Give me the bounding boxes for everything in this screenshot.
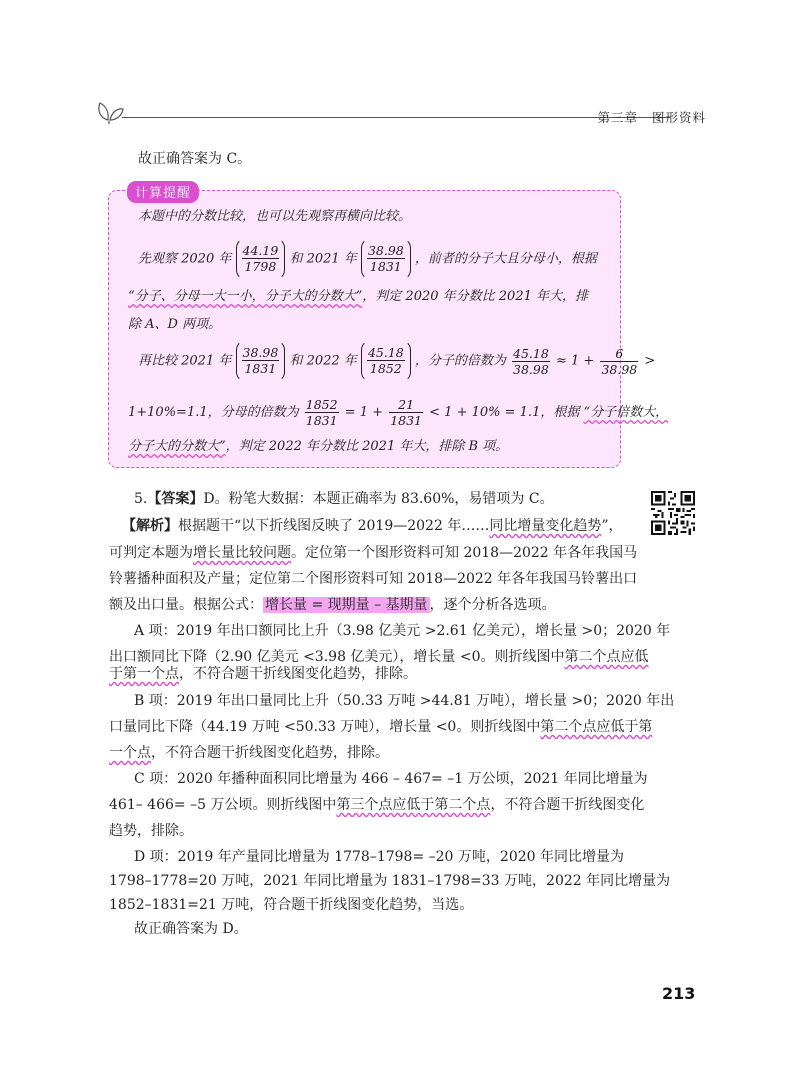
- calc-op: >: [644, 353, 656, 369]
- frac-num: 21: [389, 397, 423, 413]
- option-c-line-2: [109, 796, 644, 815]
- calc-line-7: [128, 437, 508, 456]
- underlined-text: 第二个点应低: [564, 649, 649, 665]
- underlined-text: 一个点: [109, 745, 151, 761]
- frac-den: 1831: [369, 259, 402, 274]
- frac-num: 6: [600, 346, 638, 362]
- analysis-line-4: [109, 596, 556, 615]
- calc-text: 1+10%=1.1，分母的倍数为: [128, 405, 299, 420]
- text: 出口额同比下降（2.90 亿美元 <3.98 亿美元），增长量 <0。则折线图中: [109, 649, 565, 665]
- conclusion-top: 故正确答案为 C。: [138, 151, 252, 167]
- calc-text: ，判定 2022 年分数比 2021 年大，排除 B 项。: [225, 439, 509, 454]
- frac-den: 1798: [244, 259, 277, 274]
- analysis-line-2: [109, 544, 637, 563]
- frac-num: 38.98: [367, 243, 404, 258]
- option-d-line-3: 1852–1831=21 万吨，符合题干折线图变化趋势，当选。: [109, 897, 474, 913]
- calc-op: = 1 +: [344, 405, 384, 420]
- calc-text: 先观察 2020 年: [138, 251, 232, 267]
- option-b-line-3: [109, 744, 389, 763]
- fraction-2021: [361, 238, 411, 280]
- calc-quote: “分子、分母一大一小，分子大的分数大”: [128, 289, 363, 304]
- chapter-title: 图形资料: [651, 110, 706, 125]
- calc-quote: 分子大的分数大”: [128, 439, 226, 454]
- calc-tip-tag: 计算提醒: [127, 181, 199, 203]
- underlined-text: 第三个点应低于第二个点: [336, 797, 491, 813]
- answer-label: 【答案】: [147, 491, 204, 507]
- option-a-line-3: [109, 665, 417, 684]
- fraction-2022: [361, 340, 411, 382]
- option-a-line-1: A 项：2019 年出口额同比上升（3.98 亿美元 >2.61 亿美元），增长量 >0；2020 年: [134, 623, 671, 639]
- text: 根据题干“以下折线图反映了 2019—2022 年……: [178, 518, 490, 534]
- frac-den: 1852: [369, 361, 402, 376]
- calc-line-4: 除 A、D 两项。: [128, 317, 222, 332]
- frac-num: 45.18: [513, 345, 549, 361]
- fraction-2020: [236, 238, 286, 280]
- option-c-line-3: 趋势，排除。: [109, 823, 193, 839]
- chapter-label: 第三章: [597, 110, 638, 125]
- underlined-text: 第二个点应低于第: [540, 719, 653, 735]
- calc-text: ，分子的倍数为: [414, 353, 506, 369]
- chapter-header: [96, 100, 706, 126]
- frac-num: 38.98: [242, 345, 279, 360]
- text: ，不符合题干折线图变化趋势，排除。: [179, 666, 417, 682]
- calc-text: 再比较 2021 年: [138, 353, 232, 369]
- analysis-line-3: 铃薯播种面积及产量；定位第二个图形资料可知 2018—2022 年各年我国马铃薯出口: [109, 571, 638, 587]
- text: ，逐个分析各选项。: [429, 597, 556, 613]
- text: 口量同比下降（44.19 万吨 <50.33 万吨），增长量 <0。则折线图中: [109, 719, 541, 735]
- ratio-denominators: [305, 397, 339, 428]
- calc-quote: “分子倍数大，: [583, 405, 669, 420]
- frac-den: 1831: [305, 413, 338, 428]
- q5-answer: [134, 490, 554, 509]
- calc-line-1: 本题中的分数比较，也可以先观察再横向比较。: [138, 209, 412, 224]
- calc-line-3: [128, 287, 588, 306]
- text: 可判定本题为: [109, 545, 193, 561]
- frac-num: 1852: [305, 397, 338, 412]
- frac-den: 1831: [390, 413, 423, 428]
- text: 额及出口量。根据公式：: [109, 597, 263, 613]
- question-number: 5.: [134, 491, 148, 507]
- calc-text: 和 2021 年: [289, 251, 357, 267]
- ratio-numerators: [512, 346, 550, 377]
- leaf-icon: [96, 100, 124, 124]
- calc-text: ，判定 2020 年分数比 2021 年大，排: [362, 289, 588, 304]
- qr-code-icon[interactable]: [651, 491, 695, 535]
- calc-line-5: [138, 340, 655, 382]
- answer-text: D。粉笔大数据：本题正确率为 83.60%，易错项为 C。: [203, 491, 554, 507]
- text: 461– 466= –5 万公顷。则折线图中: [109, 797, 337, 813]
- underlined-text: 于第一个点: [109, 666, 179, 682]
- page-number: 213: [662, 984, 696, 1003]
- conclusion-bottom: 故正确答案为 D。: [134, 921, 248, 937]
- calc-text: < 1 + 10% = 1.1，根据: [429, 405, 580, 420]
- ratio-denom-increment: [389, 397, 423, 428]
- analysis-label: 【解析】: [122, 518, 178, 534]
- text: ，不符合题干折线图变化趋势，排除。: [151, 745, 389, 761]
- text: ，不符合题干折线图变化: [490, 797, 645, 813]
- option-b-line-2: [109, 718, 652, 737]
- option-c-line-1: C 项：2020 年播种面积同比增量为 466 – 467= –1 万公顷，2021 年同比增量为: [134, 771, 648, 787]
- underlined-text: 同比增量变化趋势: [489, 518, 602, 534]
- ratio-increment: [600, 346, 638, 377]
- formula-highlight: 增长量 = 现期量 – 基期量: [265, 597, 428, 613]
- frac-den: 38.98: [601, 361, 638, 377]
- calc-op: ≈ 1 +: [555, 353, 595, 369]
- analysis-line-1: [122, 517, 623, 536]
- option-d-line-2: 1798–1778=20 万吨，2021 年同比增量为 1831–1798=33 万吨，2022 年同比增量为: [109, 873, 671, 889]
- frac-den: 1831: [244, 361, 277, 376]
- frac-den: 38.98: [513, 361, 549, 377]
- option-d-line-1: D 项：2019 年产量同比增量为 1778–1798= –20 万吨，2020 年同比增量为: [134, 849, 624, 865]
- calc-text: 和 2022 年: [289, 353, 357, 369]
- frac-num: 44.19: [242, 243, 279, 258]
- calc-line-6: [128, 393, 668, 433]
- calc-text: ，前者的分子大且分母小，根据: [414, 251, 597, 267]
- option-b-line-1: B 项：2019 年出口量同比上升（50.33 万吨 >44.81 万吨），增长量 >0；2020 年出: [134, 693, 675, 709]
- frac-num: 45.18: [367, 345, 404, 360]
- text: 。定位第一个图形资料可知 2018—2022 年各年我国马: [291, 545, 638, 561]
- fraction-2021b: [236, 340, 286, 382]
- underlined-text: 增长量比较问题: [193, 545, 291, 561]
- header-title: [583, 108, 706, 126]
- text: ”，: [601, 518, 623, 534]
- calc-line-2: [138, 238, 597, 280]
